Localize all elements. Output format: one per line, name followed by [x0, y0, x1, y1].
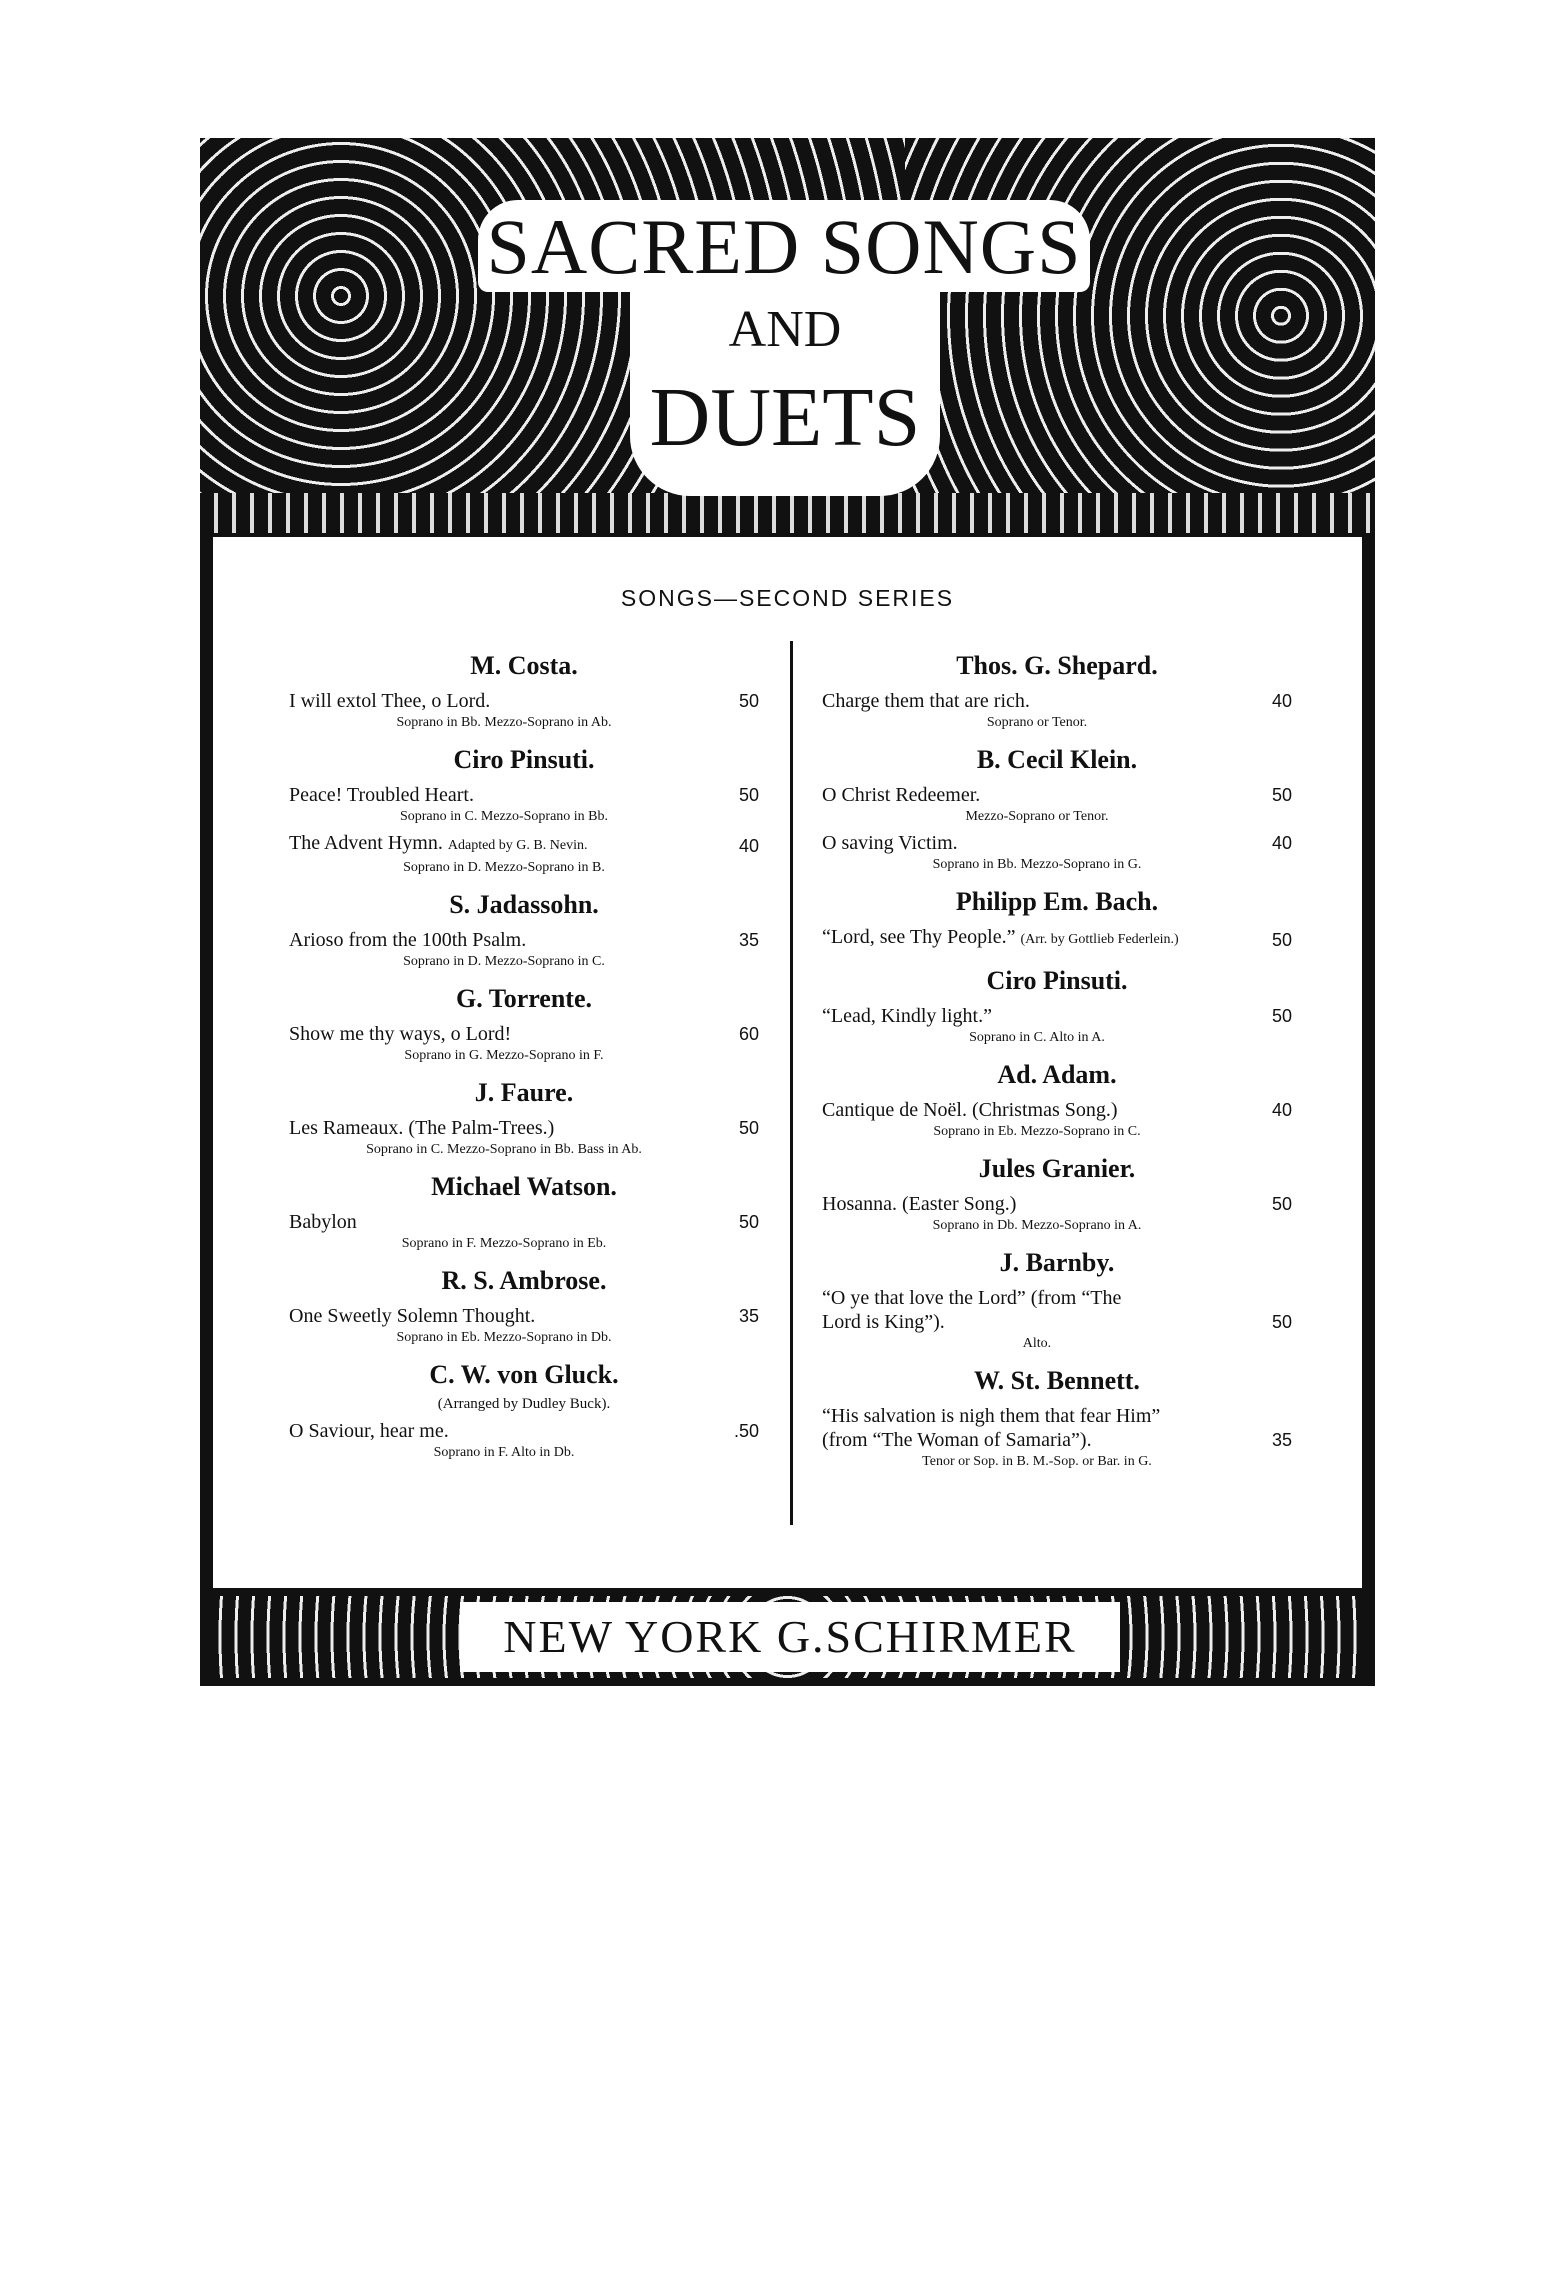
- voice-keys: Soprano in C. Mezzo-Soprano in Bb. Bass in Ab.: [366, 1142, 642, 1157]
- song-title-text: Show me thy ways, o Lord!: [289, 1023, 512, 1045]
- voice-keys: Tenor or Sop. in B. M.-Sop. or Bar. in G.: [922, 1454, 1152, 1469]
- song-price: 60: [738, 1024, 759, 1044]
- voice-keys: Soprano in D. Mezzo-Soprano in B.: [403, 860, 605, 875]
- song-entry: [289, 1116, 759, 1140]
- song-price: 50: [1271, 1194, 1292, 1214]
- song-title-text: One Sweetly Solemn Thought.: [289, 1305, 536, 1327]
- song-title-text: “O ye that love the Lord” (from “The Lord is King”).: [822, 1287, 1122, 1333]
- song-title-text: “His salvation is nigh them that fear Him” (from “The Woman of Samaria”).: [822, 1405, 1161, 1451]
- song-entry: [822, 1404, 1292, 1452]
- song-price: 35: [738, 930, 759, 950]
- song-entry: [289, 1022, 759, 1046]
- song-title: [289, 1210, 709, 1234]
- ornamental-header: [200, 138, 1375, 533]
- composer-heading: C. W. von Gluck.: [429, 1360, 619, 1389]
- scrollwork-ornament-bottom: [200, 493, 1375, 533]
- song-title-text: Hosanna. (Easter Song.): [822, 1193, 1017, 1215]
- song-price: 50: [1271, 1006, 1292, 1026]
- series-heading: SONGS—SECOND SERIES: [620, 585, 955, 611]
- voice-keys: Soprano or Tenor.: [986, 715, 1088, 730]
- song-title: [289, 831, 709, 858]
- song-price: 50: [1271, 930, 1292, 950]
- publisher-name: NEW YORK G.SCHIRMER: [460, 1602, 1120, 1672]
- composer-heading: Jules Granier.: [978, 1154, 1136, 1183]
- song-title-text: O saving Victim.: [822, 832, 958, 854]
- song-title-text: I will extol Thee, o Lord.: [289, 690, 491, 712]
- song-title-text: Babylon: [289, 1211, 357, 1233]
- song-price: 40: [1271, 1100, 1292, 1120]
- voice-keys: Soprano in Bb. Mezzo-Soprano in Ab.: [396, 715, 612, 730]
- left-column: [289, 637, 759, 1467]
- composer-heading: Ciro Pinsuti.: [986, 966, 1128, 995]
- composer-heading: M. Costa.: [470, 651, 578, 680]
- song-title: [822, 1098, 1242, 1122]
- voice-keys: Soprano in Eb. Mezzo-Soprano in C.: [933, 1124, 1141, 1139]
- song-title-text: Charge them that are rich.: [822, 690, 1030, 712]
- song-price: 35: [738, 1306, 759, 1326]
- title-duets: DUETS: [649, 371, 921, 464]
- song-title: [822, 925, 1242, 952]
- song-title-text: O Christ Redeemer.: [822, 784, 981, 806]
- scrollwork-ornament-right: [905, 138, 1375, 533]
- song-entry: [822, 1286, 1292, 1334]
- song-entry: [289, 783, 759, 807]
- right-column: [822, 637, 1292, 1476]
- title-sacred-songs: SACRED SONGS: [486, 203, 1082, 290]
- song-title-text: Arioso from the 100th Psalm.: [289, 929, 527, 951]
- voice-keys: Soprano in Db. Mezzo-Soprano in A.: [932, 1218, 1142, 1233]
- voice-keys: Soprano in Bb. Mezzo-Soprano in G.: [932, 857, 1142, 872]
- song-title: [822, 783, 1242, 807]
- song-title-text: Peace! Troubled Heart.: [289, 784, 474, 806]
- song-price: 50: [1271, 1312, 1292, 1332]
- song-title: [822, 689, 1242, 713]
- song-price: .50: [733, 1421, 759, 1441]
- song-price: 35: [1271, 1430, 1292, 1450]
- song-price: 50: [738, 1118, 759, 1138]
- song-title: [822, 1004, 1242, 1028]
- title-and: AND: [728, 301, 842, 358]
- song-title: [289, 1022, 709, 1046]
- composer-heading: Michael Watson.: [431, 1172, 617, 1201]
- song-title-note: (Arr. by Gottlieb Federlein.): [1020, 932, 1179, 947]
- song-entry: [289, 1210, 759, 1234]
- song-price: 40: [1271, 691, 1292, 711]
- song-title: [822, 1286, 1242, 1334]
- song-entry: [289, 831, 759, 858]
- song-entry: [822, 783, 1292, 807]
- song-entry: [822, 689, 1292, 713]
- voice-keys: Soprano in Eb. Mezzo-Soprano in Db.: [396, 1330, 612, 1345]
- song-price: 50: [1271, 785, 1292, 805]
- song-title-text: The Advent Hymn.: [289, 832, 443, 854]
- song-entry: [822, 925, 1292, 952]
- arrangement-note: (Arranged by Dudley Buck).: [437, 1396, 611, 1412]
- song-title: [289, 783, 709, 807]
- voice-keys: Soprano in F. Alto in Db.: [433, 1445, 575, 1460]
- song-entry: [289, 689, 759, 713]
- composer-heading: R. S. Ambrose.: [441, 1266, 607, 1295]
- song-entry: [822, 831, 1292, 855]
- voice-keys: Soprano in C. Alto in A.: [969, 1030, 1105, 1045]
- song-entry: [289, 928, 759, 952]
- voice-keys: Mezzo-Soprano or Tenor.: [965, 809, 1109, 824]
- song-title: [822, 1404, 1242, 1452]
- song-entry: [822, 1004, 1292, 1028]
- composer-heading: J. Faure.: [474, 1078, 574, 1107]
- cover-frame: [200, 138, 1375, 1686]
- song-title-text: “Lead, Kindly light.”: [822, 1005, 992, 1027]
- composer-heading: B. Cecil Klein.: [976, 745, 1138, 774]
- song-title: [289, 689, 709, 713]
- voice-keys: Soprano in G. Mezzo-Soprano in F.: [404, 1048, 604, 1063]
- composer-heading: S. Jadassohn.: [449, 890, 599, 919]
- composer-heading: J. Barnby.: [999, 1248, 1115, 1277]
- song-entry: [822, 1098, 1292, 1122]
- song-entry: [289, 1419, 759, 1443]
- song-price: 50: [738, 691, 759, 711]
- column-divider: [790, 641, 793, 1525]
- song-price: 50: [738, 1212, 759, 1232]
- song-title-text: O Saviour, hear me.: [289, 1420, 449, 1442]
- song-title: [289, 928, 709, 952]
- song-title: [822, 831, 1242, 855]
- song-entry: [822, 1192, 1292, 1216]
- composer-heading: G. Torrente.: [455, 984, 593, 1013]
- song-price: 40: [738, 836, 759, 856]
- voice-keys: Soprano in C. Mezzo-Soprano in Bb.: [399, 809, 609, 824]
- song-title-text: “Lord, see Thy People.”: [822, 926, 1016, 948]
- song-entry: [289, 1304, 759, 1328]
- voice-keys: Alto.: [1022, 1336, 1052, 1351]
- song-title-note: Adapted by G. B. Nevin.: [447, 838, 588, 853]
- song-title: [289, 1304, 709, 1328]
- composer-heading: Philipp Em. Bach.: [955, 887, 1159, 916]
- song-title-text: Cantique de Noël. (Christmas Song.): [822, 1099, 1118, 1121]
- song-title: [289, 1419, 709, 1443]
- composer-heading: Ciro Pinsuti.: [453, 745, 595, 774]
- composer-heading: Thos. G. Shepard.: [956, 651, 1158, 680]
- song-title: [822, 1192, 1242, 1216]
- voice-keys: Soprano in F. Mezzo-Soprano in Eb.: [401, 1236, 607, 1251]
- composer-heading: Ad. Adam.: [997, 1060, 1117, 1089]
- song-price: 40: [1271, 833, 1292, 853]
- composer-heading: W. St. Bennett.: [974, 1366, 1140, 1395]
- song-title: [289, 1116, 709, 1140]
- voice-keys: Soprano in D. Mezzo-Soprano in C.: [403, 954, 605, 969]
- song-price: 50: [738, 785, 759, 805]
- song-title-text: Les Rameaux. (The Palm-Trees.): [289, 1117, 555, 1139]
- publisher-banner: [210, 1596, 1365, 1678]
- catalog-panel: [210, 534, 1365, 1591]
